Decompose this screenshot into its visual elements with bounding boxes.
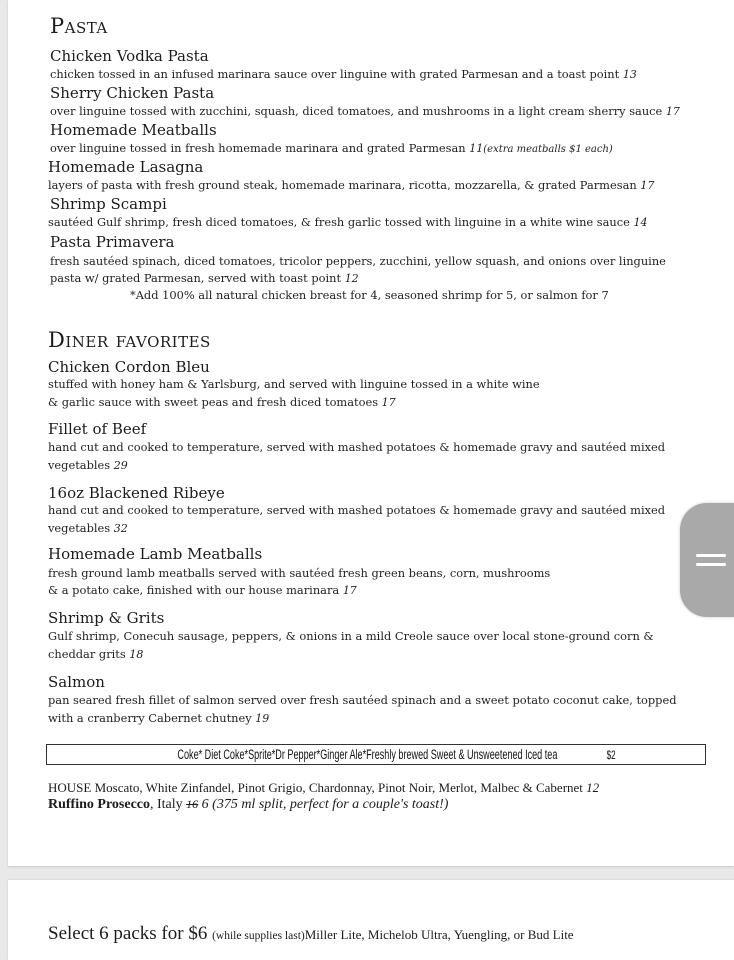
- menu-item-name: Sherry Chicken Pasta: [50, 84, 215, 102]
- soft-drinks-box: [46, 744, 706, 765]
- menu-item-name: Salmon: [48, 673, 105, 691]
- menu-item-desc: layers of pasta with fresh ground steak, homemade marinara, ricotta, mozzarella, & grated Parmesan 17: [48, 178, 655, 192]
- menu-item-name: Homemade Meatballs: [50, 121, 217, 139]
- menu-item-price: 17: [342, 584, 357, 597]
- menu-item-desc: fresh ground lamb meatballs served with sautéed fresh green beans, corn, mushrooms: [48, 566, 551, 580]
- menu-item-desc: vegetables 32: [48, 521, 128, 535]
- menu-item-price: 14: [633, 216, 648, 229]
- menu-page-2: [8, 880, 734, 960]
- menu-item-name: Homemade Lamb Meatballs: [48, 545, 263, 563]
- menu-item-desc: pasta w/ grated Parmesan, served with toast point 12: [50, 271, 359, 285]
- prosecco-line: Ruffino Prosecco, Italy 16 6 (375 ml split, perfect for a couple's toast!): [48, 797, 449, 812]
- menu-item-price: 17: [381, 396, 396, 409]
- beer-qualifier: (while supplies last): [212, 930, 305, 942]
- menu-item-price: 18: [129, 648, 144, 661]
- menu-item-desc: Gulf shrimp, Conecuh sausage, peppers, & onions in a mild Creole sauce over local stone-ground corn &: [48, 629, 654, 643]
- prosecco-note: (375 ml split, perfect for a couple's toast!): [212, 797, 449, 812]
- menu-item-name: Fillet of Beef: [48, 420, 147, 438]
- diner-section-title: Diner favorites: [48, 328, 211, 352]
- soft-drinks-list: Coke* Diet Coke*Sprite*Dr Pepper*Ginger Ale*Freshly brewed Sweet & Unsweetened Iced tea: [177, 747, 558, 762]
- menu-item-desc: fresh sautéed spinach, diced tomatoes, tricolor peppers, zucchini, yellow squash, and onions over linguine: [50, 254, 666, 268]
- addon-note: *Add 100% all natural chicken breast for 4, seasoned shrimp for 5, or salmon for 7: [130, 288, 609, 302]
- menu-item-desc: chicken tossed in an infused marinara sauce over linguine with grated Parmesan and a toast point 13: [50, 67, 637, 81]
- menu-item-desc: over linguine tossed in fresh homemade marinara and grated Parmesan 11(extra meatballs $1 each): [50, 141, 613, 155]
- menu-item-name: Pasta Primavera: [50, 233, 175, 251]
- menu-item-desc: cheddar grits 18: [48, 647, 144, 661]
- beer-special: [48, 923, 574, 945]
- prosecco-price: 6: [201, 797, 209, 812]
- menu-item-price: 13: [622, 68, 637, 81]
- menu-item-desc: with a cranberry Cabernet chutney 19: [48, 711, 270, 725]
- menu-item-name: Chicken Vodka Pasta: [50, 47, 209, 65]
- menu-item-desc: & garlic sauce with sweet peas and fresh diced tomatoes 17: [48, 395, 396, 409]
- scroll-handle[interactable]: [680, 503, 734, 617]
- soft-drinks-price: $2: [606, 748, 616, 762]
- menu-item-price: 19: [255, 712, 270, 725]
- menu-item-desc: pan seared fresh fillet of salmon served over fresh sautéed spinach and a sweet potato coconut cake, topped: [48, 693, 677, 707]
- menu-page: [8, 0, 734, 866]
- menu-item-name: Chicken Cordon Bleu: [48, 358, 210, 376]
- menu-item-name: 16oz Blackened Ribeye: [48, 484, 225, 502]
- prosecco-old-price: 16: [186, 797, 199, 811]
- menu-item-price: 11: [469, 142, 484, 155]
- menu-item-desc: hand cut and cooked to temperature, served with mashed potatoes & homemade gravy and sautéed mixed: [48, 440, 666, 454]
- menu-item-price: 12: [344, 272, 359, 285]
- menu-item-desc: vegetables 29: [48, 458, 128, 472]
- grip-icon: [696, 554, 726, 557]
- house-wine-price: 12: [586, 780, 600, 795]
- beer-headline: Select 6 packs for $6: [48, 923, 208, 944]
- menu-item-price: 29: [113, 459, 128, 472]
- grip-icon: [696, 563, 726, 566]
- pasta-section-title: Pasta: [50, 14, 108, 38]
- menu-item-extra: (extra meatballs $1 each): [483, 144, 613, 155]
- prosecco-name: Ruffino Prosecco: [48, 797, 150, 812]
- beer-brands: Miller Lite, Michelob Ultra, Yuengling, or Bud Lite: [304, 927, 574, 942]
- menu-item-name: Homemade Lasagna: [48, 158, 204, 176]
- menu-item-name: Shrimp & Grits: [48, 609, 165, 627]
- menu-item-price: 32: [113, 522, 128, 535]
- menu-item-desc: over linguine tossed with zucchini, squash, diced tomatoes, and mushrooms in a light cream sherry sauce 17: [50, 104, 680, 118]
- menu-item-price: 17: [640, 179, 655, 192]
- menu-item-desc: & a potato cake, finished with our house marinara 17: [48, 583, 357, 597]
- menu-item-name: Shrimp Scampi: [50, 195, 167, 213]
- house-wine-line: HOUSE Moscato, White Zinfandel, Pinot Grigio, Chardonnay, Pinot Noir, Merlot, Malbec & Cabernet 12: [48, 780, 600, 795]
- menu-item-price: 17: [665, 105, 680, 118]
- menu-item-desc: hand cut and cooked to temperature, served with mashed potatoes & homemade gravy and sautéed mixed: [48, 503, 666, 517]
- menu-item-desc: stuffed with honey ham & Yarlsburg, and served with linguine tossed in a white wine: [48, 377, 540, 391]
- menu-item-desc: sautéed Gulf shrimp, fresh diced tomatoes, & fresh garlic tossed with linguine in a white wine sauce 14: [48, 215, 648, 229]
